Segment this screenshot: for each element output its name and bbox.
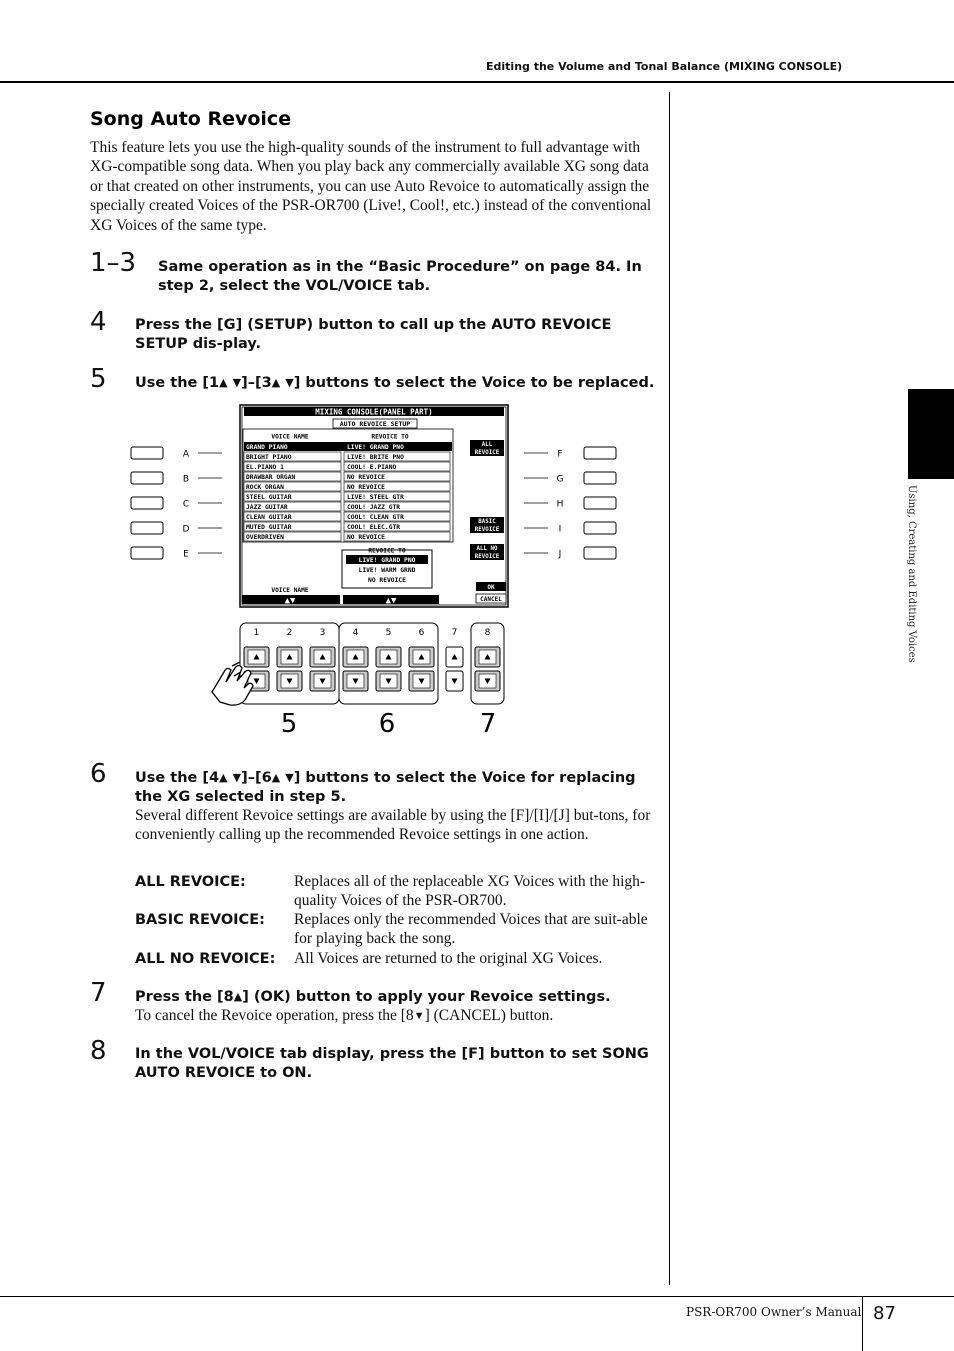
svg-text:CANCEL: CANCEL xyxy=(480,596,502,603)
panel-button-H[interactable] xyxy=(524,497,616,510)
svg-text:LIVE! WARM GRND: LIVE! WARM GRND xyxy=(358,567,416,574)
number-button-4[interactable] xyxy=(343,628,368,691)
lcd-voice-name: OVERDRIVEN xyxy=(246,534,284,541)
svg-text:ALL NO: ALL NO xyxy=(476,546,498,552)
lcd-popup-item[interactable] xyxy=(346,555,428,564)
definition-desc: Replaces only the recommended Voices that are suit-able for playing back the song. xyxy=(294,911,648,948)
step-number: 5 xyxy=(90,364,107,394)
lcd-revoice-name: COOL! JAZZ GTR xyxy=(347,504,401,511)
panel-button-label: D xyxy=(182,524,190,535)
lcd-bottom-label: VOICE NAME xyxy=(271,587,309,594)
step-8-text: In the VOL/VOICE tab display, press the [F] button to set SONG AUTO REVOICE to ON. xyxy=(135,1046,649,1082)
step-callout: 6 xyxy=(378,709,396,739)
panel-button-label: F xyxy=(557,449,563,460)
panel-button-label: I xyxy=(558,524,562,535)
step-number: 7 xyxy=(90,978,107,1008)
step-7-note: To cancel the Revoice operation, press the [8▼] (CANCEL) button. xyxy=(135,1007,554,1024)
panel-button-B[interactable] xyxy=(131,472,222,485)
running-header: Editing the Volume and Tonal Balance (MIXING CONSOLE) xyxy=(486,60,843,73)
panel-button-A[interactable] xyxy=(131,447,222,460)
svg-text:NO REVOICE: NO REVOICE xyxy=(368,577,406,584)
svg-text:REVOICE: REVOICE xyxy=(474,554,500,560)
number-button-label: 2 xyxy=(286,628,293,638)
definition-term: ALL REVOICE: xyxy=(135,874,246,890)
lcd-voice-name: STEEL GUITAR xyxy=(246,494,292,501)
lcd-revoice-name: LIVE! STEEL GTR xyxy=(347,494,404,501)
panel-button-F[interactable] xyxy=(524,447,616,460)
panel-button-C[interactable] xyxy=(131,497,222,510)
lcd-revoice-name: LIVE! GRAND PNO xyxy=(347,444,404,451)
number-button-label: 7 xyxy=(451,628,458,638)
lcd-voice-name: EL.PIANO 1 xyxy=(246,464,284,471)
lcd-popup-item[interactable] xyxy=(368,577,406,584)
number-button-7[interactable] xyxy=(446,628,463,691)
lcd-popup-item[interactable] xyxy=(359,567,416,574)
column-divider xyxy=(669,92,670,1285)
lcd-subtitle: AUTO REVOICE SETUP xyxy=(339,420,411,428)
footer-divider xyxy=(862,1296,863,1351)
lcd-voice-name: DRAWBAR ORGAN xyxy=(246,474,296,481)
lcd-voice-name: GRAND PIANO xyxy=(246,444,288,451)
number-button-label: 6 xyxy=(418,628,425,638)
number-button-label: 5 xyxy=(385,628,392,638)
lcd-voice-name: CLEAN GUITAR xyxy=(246,514,292,521)
svg-text:ALL: ALL xyxy=(481,442,493,448)
definition-term: ALL NO REVOICE: xyxy=(135,951,276,967)
svg-text:▲▼: ▲▼ xyxy=(284,596,296,605)
lcd-col-revoice: REVOICE TO xyxy=(371,433,409,441)
panel-button-label: E xyxy=(183,549,189,560)
number-button-3[interactable] xyxy=(310,628,335,691)
intro-paragraph: This feature lets you use the high-quality sounds of the instrument to full advantage with XG-compatible song data. When you play back any commercially available XG song data or that created on other instruments, you can use Auto Revoice to automatically assign the specially created Voices of the PSR-OR700 (Live!, Cool!, etc.) instead of the conventional XG Voices of the same type. xyxy=(90,139,652,234)
number-button-label: 3 xyxy=(319,628,326,638)
definition-term: BASIC REVOICE: xyxy=(135,912,265,928)
lcd-revoice-name: NO REVOICE xyxy=(347,474,385,481)
lcd-voice-name: JAZZ GUITAR xyxy=(246,504,288,511)
lcd-revoice-name: NO REVOICE xyxy=(347,484,385,491)
step-number: 1–3 xyxy=(90,248,137,278)
section-title: Song Auto Revoice xyxy=(90,108,292,130)
svg-text:LIVE! GRAND PNO: LIVE! GRAND PNO xyxy=(358,557,416,564)
svg-text:OK: OK xyxy=(487,584,495,591)
step-1-3-text: Same operation as in the “Basic Procedure” on page 84. In step 2, select the VOL/VOICE tab. xyxy=(158,259,642,295)
svg-text:▲▼: ▲▼ xyxy=(385,596,397,605)
lcd-revoice-name: LIVE! BRITE PNO xyxy=(347,454,404,461)
lcd-revoice-name: COOL! CLEAN GTR xyxy=(347,514,404,521)
step-number: 6 xyxy=(90,759,107,789)
lcd-voice-name: MUTED GUITAR xyxy=(246,524,292,531)
chapter-tab xyxy=(908,389,954,479)
chapter-tab-label: Using, Creating and Editing Voices xyxy=(906,485,917,663)
number-button-8[interactable] xyxy=(475,628,500,691)
number-button-2[interactable] xyxy=(277,628,302,691)
number-button-6[interactable] xyxy=(409,628,434,691)
number-button-label: 4 xyxy=(352,628,359,638)
step-number: 4 xyxy=(90,307,107,337)
panel-button-label: H xyxy=(556,499,564,510)
panel-button-E[interactable] xyxy=(131,547,222,560)
lcd-revoice-name: COOL! ELEC.GTR xyxy=(347,524,401,531)
step-callout: 7 xyxy=(479,709,497,739)
lcd-popup-title: REVOICE TO xyxy=(368,547,406,555)
step-6-body: Several different Revoice settings are available by using the [F]/[I]/[J] but-tons, for conveniently calling up the recommended Revoice settings in one action. xyxy=(135,807,651,844)
step-7-text: Press the [8▲] (OK) button to apply your Revoice settings. xyxy=(135,989,611,1005)
header-rule xyxy=(0,81,954,83)
svg-text:REVOICE: REVOICE xyxy=(474,527,500,533)
lcd-revoice-name: NO REVOICE xyxy=(347,534,385,541)
number-button-label: 8 xyxy=(484,628,491,638)
panel-button-label: J xyxy=(558,549,562,560)
lcd-voice-name: BRIGHT PIANO xyxy=(246,454,292,461)
lcd-row[interactable] xyxy=(244,442,452,451)
panel-button-J[interactable] xyxy=(524,547,616,560)
lcd-revoice-name: COOL! E.PIANO xyxy=(347,464,397,471)
step-6-text: Use the [4▲ ▼]–[6▲ ▼] buttons to select the Voice for replacing the XG selected in step 5. xyxy=(135,770,636,806)
footer-manual-title: PSR-OR700 Owner’s Manual xyxy=(686,1305,862,1319)
panel-button-G[interactable] xyxy=(524,472,616,485)
panel-button-label: G xyxy=(556,474,564,485)
step-number: 8 xyxy=(90,1036,107,1066)
panel-illustration xyxy=(120,400,640,740)
footer-rule xyxy=(0,1296,954,1297)
step-callout: 5 xyxy=(280,709,298,739)
step-4-text: Press the [G] (SETUP) button to call up the AUTO REVOICE SETUP dis-play. xyxy=(135,317,612,353)
lcd-col-voice: VOICE NAME xyxy=(271,433,309,441)
lcd-title: MIXING CONSOLE(PANEL PART) xyxy=(315,407,433,417)
page-number: 87 xyxy=(873,1303,896,1324)
number-button-5[interactable] xyxy=(376,628,401,691)
definition-desc: Replaces all of the replaceable XG Voices with the high-quality Voices of the PSR-OR700. xyxy=(294,873,646,910)
definition-desc: All Voices are returned to the original XG Voices. xyxy=(294,950,603,967)
number-button-label: 1 xyxy=(253,628,260,638)
number-button-1[interactable] xyxy=(244,628,269,691)
panel-button-label: B xyxy=(182,474,190,485)
svg-text:REVOICE: REVOICE xyxy=(474,450,500,456)
step-5-text: Use the [1▲ ▼]–[3▲ ▼] buttons to select the Voice to be replaced. xyxy=(135,375,655,391)
panel-button-label: A xyxy=(182,449,190,460)
panel-button-D[interactable] xyxy=(131,522,222,535)
lcd-voice-name: ROCK ORGAN xyxy=(246,484,284,491)
panel-button-I[interactable] xyxy=(524,522,616,535)
panel-button-label: C xyxy=(182,499,190,510)
svg-text:BASIC: BASIC xyxy=(478,519,496,525)
